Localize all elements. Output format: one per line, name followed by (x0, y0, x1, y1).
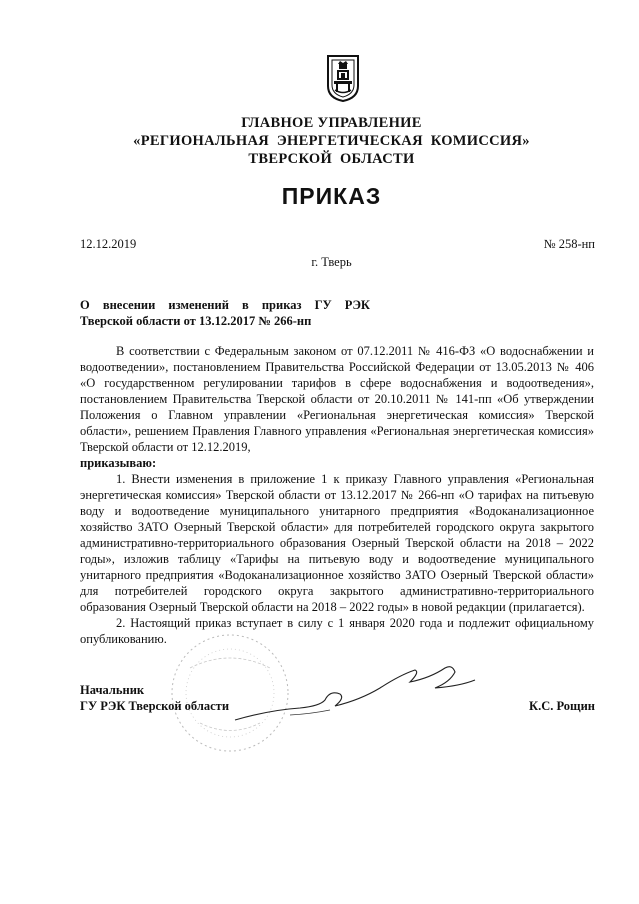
signatory-position (80, 682, 229, 714)
order-item-1: 1. Внести изменения в приложение 1 к приказу Главного управления «Региональная энергетическая комиссия» Тверской области от 13.12.2017 № 266-нп «О тарифах на питьевую воду и водоотведение муниципального унитарного предприятия «Водоканализационное хозяйство ЗАТО Озерный Тверской области» для потребителей городского округа закрытого административно-территориального образования Озерный Тверской области на 2018 – 2022 годы», изложив таблицу «Тарифы на питьевую воду и водоотведение муниципального унитарного предприятия «Водоканализационное хозяйство ЗАТО Озерный Тверской области» для потребителей городского округа закрытого административно-территориального образования Озерный Тверской области на 2018 – 2022 годы» в новой редакции (прилагается). (80, 472, 594, 614)
handwritten-signature (230, 660, 480, 730)
document-subject (80, 297, 370, 329)
org-name-line2: «РЕГИОНАЛЬНАЯ ЭНЕРГЕТИЧЕСКАЯ КОМИССИЯ» (133, 133, 530, 149)
document-number: № 258-нп (543, 237, 595, 251)
signatory-name: К.С. Рощин (529, 699, 595, 713)
document-body (80, 343, 594, 647)
document-city: г. Тверь (311, 255, 352, 269)
org-name-line1: ГЛАВНОЕ УПРАВЛЕНИЕ (241, 115, 422, 131)
subject-line2: Тверской области от 13.12.2017 № 266-нп (80, 314, 312, 328)
signatory-position-line1: Начальник (80, 683, 145, 697)
order-word: приказываю: (80, 456, 157, 470)
document-date: 12.12.2019 (80, 237, 137, 251)
document-type: ПРИКАЗ (281, 183, 382, 209)
subject-line1: О внесении изменений в приказ ГУ РЭК (80, 298, 370, 312)
order-item-2: 2. Настоящий приказ вступает в силу с 1 января 2020 года и подлежит официальному опубликованию. (80, 616, 594, 646)
preamble: В соответствии с Федеральным законом от 07.12.2011 № 416-ФЗ «О водоснабжении и водоотведении», постановлением Правительства Российской Федерации от 13.05.2013 № 406 «О государственном регулировании тарифов в сфере водоснабжения и водоотведения», постановлением Правительства Тверской области от 20.10.2011 № 141-пп «Об утверждении Положения о Главном управлении «Региональная энергетическая комиссия» Тверской области», решением Правления Главного управления «Региональная энергетическая комиссия» Тверской области от 12.12.2019, (80, 344, 594, 454)
signatory-position-line2: ГУ РЭК Тверской области (80, 699, 230, 713)
org-name-line3: ТВЕРСКОЙ ОБЛАСТИ (248, 151, 415, 167)
coat-of-arms-icon (326, 52, 360, 102)
